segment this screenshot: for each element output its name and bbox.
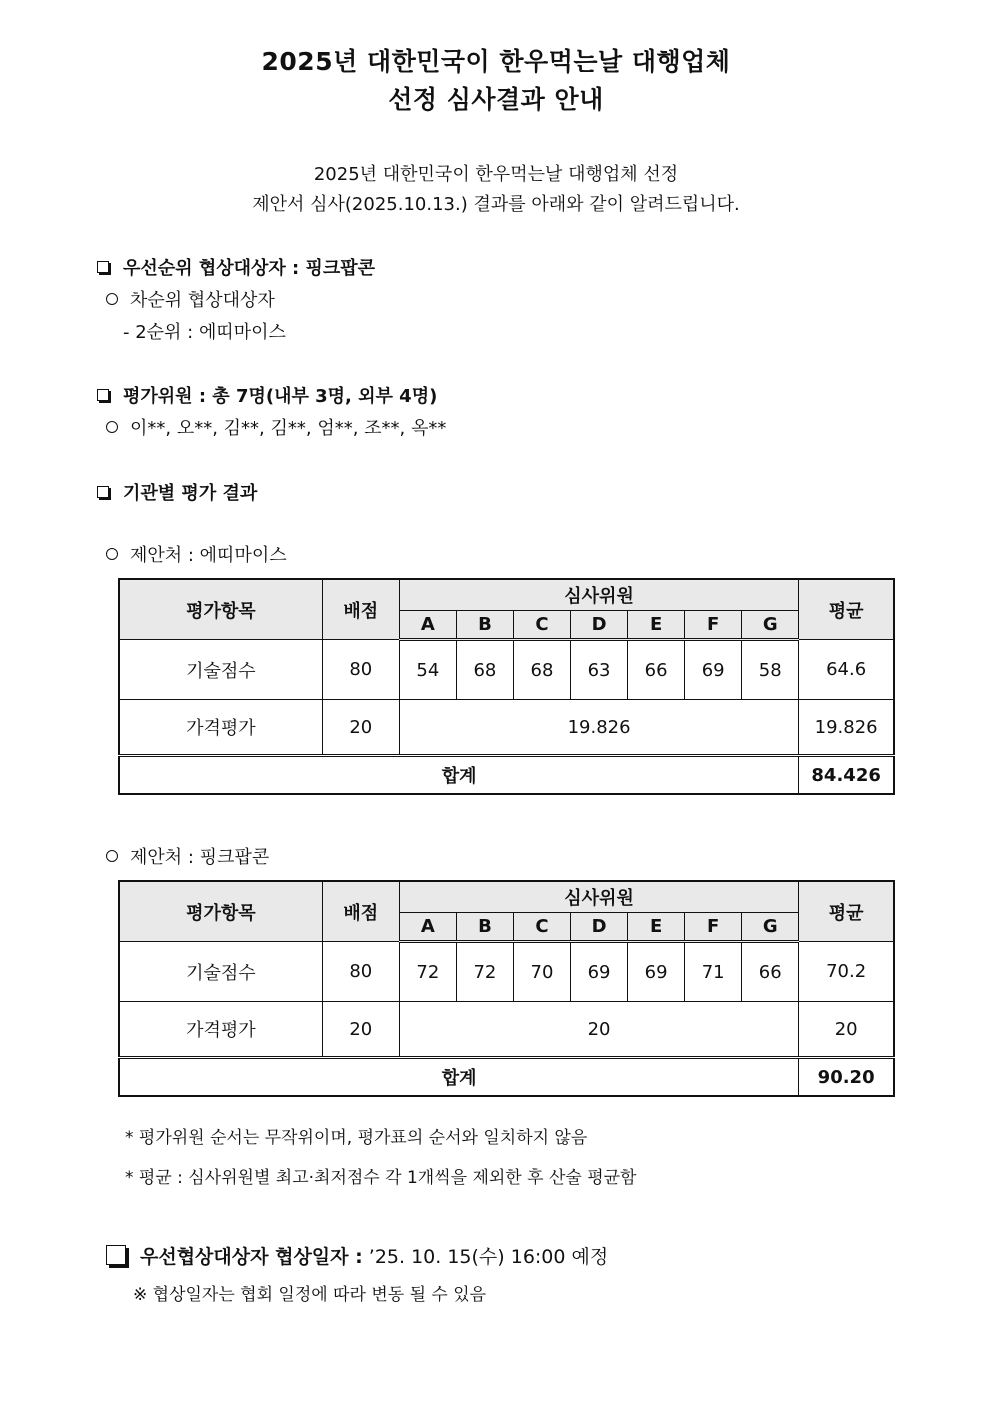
next-priority-row [106,286,275,312]
judge-a: A [399,913,456,942]
table-row [119,756,894,795]
table-row [119,942,894,1002]
score-cell: 63 [571,640,628,700]
price-label: 가격평가 [119,1002,322,1058]
judge-a: A [399,611,456,640]
negotiation-label: 우선협상대상자 협상일자 : [140,1246,363,1268]
total-value: 90.20 [799,1058,894,1097]
checkbox-square-icon [97,261,109,273]
table-row [119,640,894,700]
judge-f: F [685,913,742,942]
total-label: 합계 [119,1058,799,1097]
judge-f: F [685,611,742,640]
tech-label: 기술점수 [119,942,322,1002]
next-priority-label: 차순위 협상대상자 [130,290,275,311]
score-table-1 [118,578,895,795]
score-cell: 71 [685,942,742,1002]
second-priority: - 2순위 : 에띠마이스 [123,322,286,343]
price-value: 19.826 [399,700,798,756]
page-title: 2025년 대한민국이 한우먹는날 대행업체 [261,47,731,76]
judge-c: C [513,913,570,942]
judge-e: E [628,913,685,942]
price-value: 20 [399,1002,798,1058]
circle-bullet-icon [106,850,118,862]
proposal-1-label-row [106,541,287,567]
tech-avg: 70.2 [799,942,894,1002]
table-row [119,1002,894,1058]
header-judges: 심사위원 [399,881,798,913]
header-points: 배점 [322,579,399,640]
tech-label: 기술점수 [119,640,322,700]
judge-c: C [513,611,570,640]
judge-d: D [571,611,628,640]
score-cell: 72 [399,942,456,1002]
proposal-2-label: 제안처 : 핑크팝콘 [130,847,270,868]
tech-points: 80 [322,640,399,700]
judge-g: G [742,913,799,942]
circle-bullet-icon [106,421,118,433]
intro-line-2: 제안서 심사(2025.10.13.) 결과를 아래와 같이 알려드립니다. [252,194,740,215]
score-cell: 68 [513,640,570,700]
note-1: * 평가위원 순서는 무작위이며, 평가표의 순서와 일치하지 않음 [125,1128,588,1148]
score-cell: 66 [628,640,685,700]
score-cell: 70 [513,942,570,1002]
header-avg: 평균 [799,579,894,640]
judge-b: B [456,913,513,942]
priority-section [97,254,375,280]
score-cell: 69 [571,942,628,1002]
tech-avg: 64.6 [799,640,894,700]
note-2: * 평균 : 심사위원별 최고·최저점수 각 1개씩을 제외한 후 산술 평균함 [125,1168,637,1188]
table-row [119,700,894,756]
evaluators-row [106,414,446,440]
score-cell: 72 [456,942,513,1002]
checkbox-square-icon [106,1245,126,1265]
priority-heading: 우선순위 협상대상자 : 핑크팝콘 [123,258,376,279]
judge-b: B [456,611,513,640]
price-points: 20 [322,1002,399,1058]
total-value: 84.426 [799,756,894,795]
header-item: 평가항목 [119,881,322,942]
intro-line-1: 2025년 대한민국이 한우먹는날 대행업체 선정 [313,164,679,185]
header-judges: 심사위원 [399,579,798,611]
judge-d: D [571,913,628,942]
evaluators-heading: 평가위원 : 총 7명(내부 3명, 외부 4명) [123,386,438,407]
header-item: 평가항목 [119,579,322,640]
score-cell: 68 [456,640,513,700]
tech-points: 80 [322,942,399,1002]
price-avg: 19.826 [799,700,894,756]
score-table-2 [118,880,895,1097]
results-heading: 기관별 평가 결과 [123,483,258,504]
header-avg: 평균 [799,881,894,942]
checkbox-square-icon [97,486,109,498]
results-section [97,479,257,505]
proposal-1-label: 제안처 : 에띠마이스 [130,545,287,566]
checkbox-square-icon [97,389,109,401]
score-cell: 66 [742,942,799,1002]
table-row [119,1058,894,1097]
circle-bullet-icon [106,548,118,560]
proposal-2-label-row [106,843,269,869]
header-points: 배점 [322,881,399,942]
score-cell: 69 [628,942,685,1002]
price-avg: 20 [799,1002,894,1058]
score-cell: 58 [742,640,799,700]
judge-e: E [628,611,685,640]
price-label: 가격평가 [119,700,322,756]
score-cell: 54 [399,640,456,700]
judge-g: G [742,611,799,640]
negotiation-note: ※ 협상일자는 협회 일정에 따라 변동 될 수 있음 [133,1285,487,1305]
total-label: 합계 [119,756,799,795]
page-subtitle: 선정 심사결과 안내 [388,85,604,114]
evaluators-section [97,382,437,408]
circle-bullet-icon [106,293,118,305]
score-cell: 69 [685,640,742,700]
negotiation-row [106,1242,608,1269]
price-points: 20 [322,700,399,756]
evaluator-names: 이**, 오**, 김**, 김**, 엄**, 조**, 옥** [130,418,447,439]
negotiation-date: ’25. 10. 15(수) 16:00 예정 [368,1246,609,1268]
